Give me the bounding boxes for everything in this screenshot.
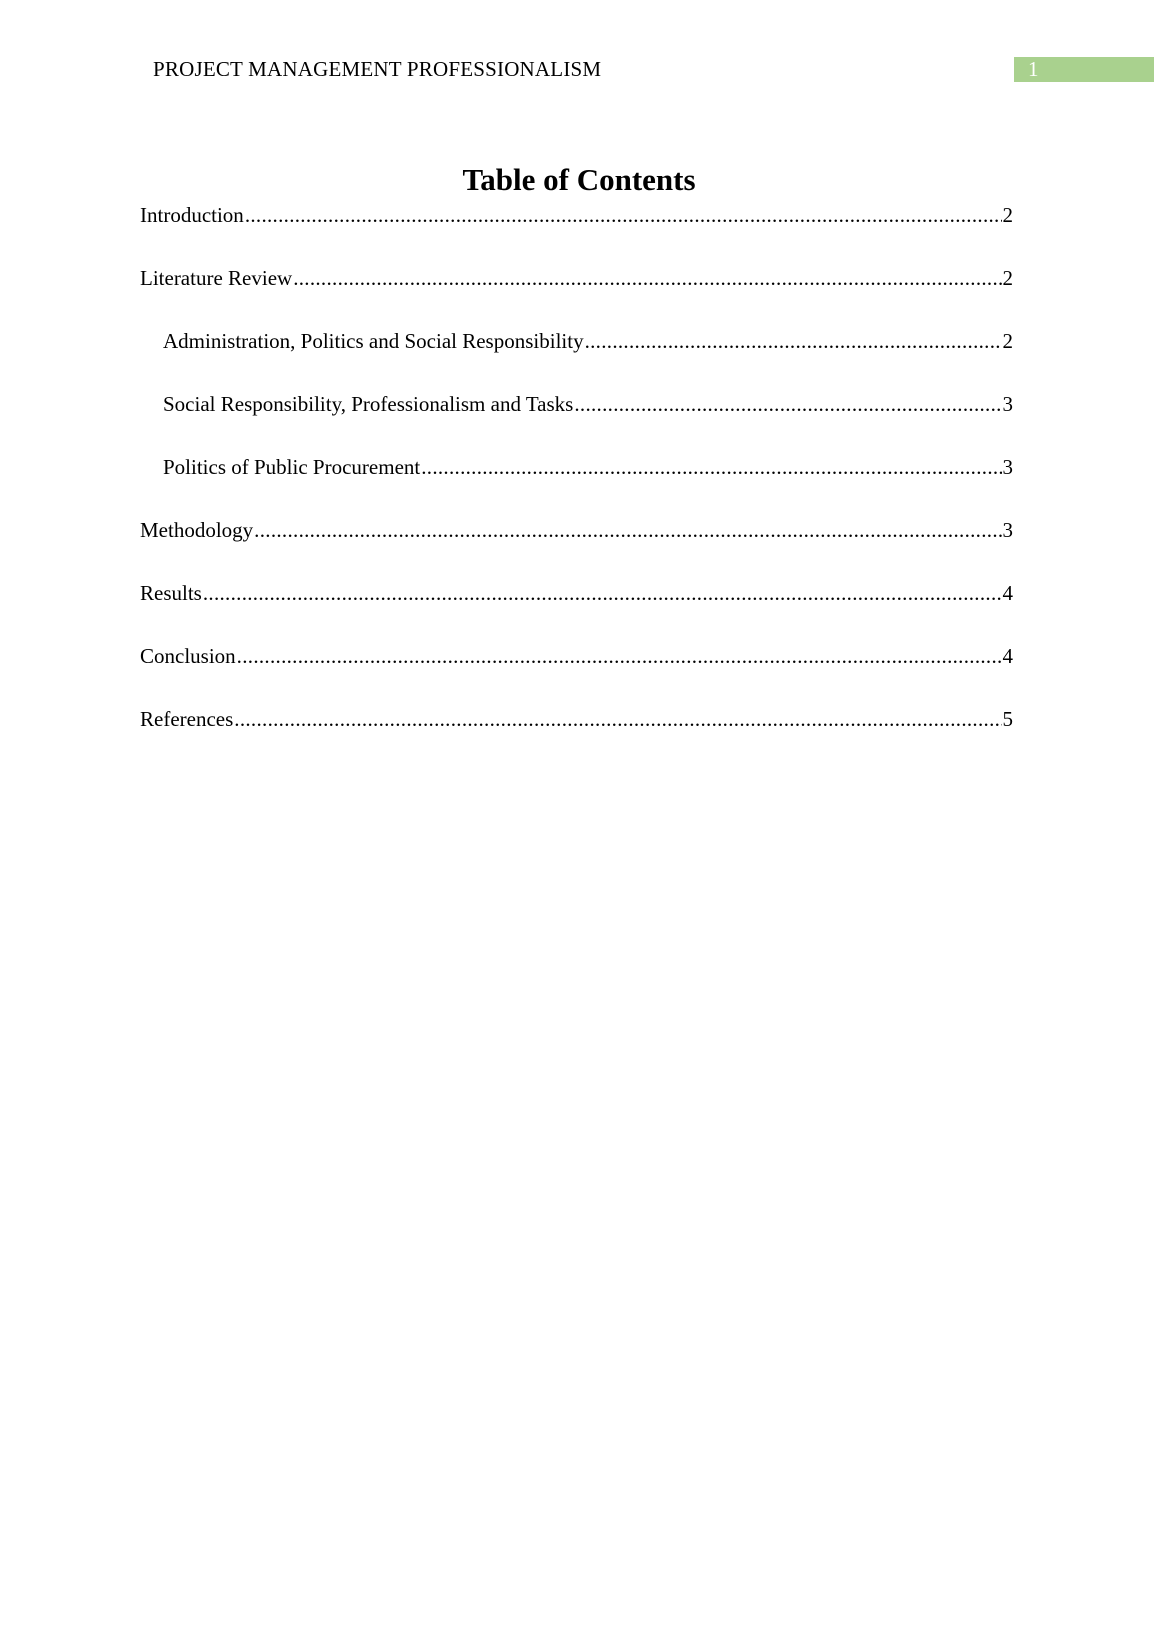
- dot-leader: [574, 389, 1001, 419]
- toc-title: Table of Contents: [462, 162, 696, 197]
- toc-entry-label: Introduction: [140, 203, 244, 227]
- toc-entry-page: 2: [1002, 266, 1013, 290]
- dot-leader: [293, 263, 1001, 293]
- toc-entry-administration-politics[interactable]: [140, 326, 1013, 389]
- dot-leader: [234, 704, 1001, 734]
- toc-entry-label: Literature Review: [140, 266, 293, 290]
- toc-entry-page: 3: [1002, 392, 1013, 416]
- toc-entry-label: Methodology: [140, 518, 254, 542]
- toc-entry-page: 3: [1002, 455, 1013, 479]
- table-of-contents: [140, 200, 1013, 767]
- toc-entry-label: Conclusion: [140, 644, 236, 668]
- toc-entry-label: Results: [140, 581, 202, 605]
- dot-leader: [237, 641, 1002, 671]
- dot-leader: [421, 452, 1001, 482]
- toc-entry-methodology[interactable]: [140, 515, 1013, 578]
- toc-entry-page: 4: [1002, 581, 1013, 605]
- running-head: PROJECT MANAGEMENT PROFESSIONALISM: [153, 57, 602, 81]
- toc-entry-page: 2: [1002, 203, 1013, 227]
- toc-entry-page: 3: [1002, 518, 1013, 542]
- toc-entry-public-procurement[interactable]: [140, 452, 1013, 515]
- dot-leader: [203, 578, 1002, 608]
- toc-entry-page: 5: [1002, 707, 1013, 731]
- toc-entry-label: Politics of Public Procurement: [163, 455, 421, 479]
- toc-entry-results[interactable]: [140, 578, 1013, 641]
- toc-entry-label: Social Responsibility, Professionalism and Tasks: [163, 392, 574, 416]
- page-number-badge: 1: [1014, 57, 1154, 82]
- toc-entry-social-responsibility[interactable]: [140, 389, 1013, 452]
- toc-entry-references[interactable]: [140, 704, 1013, 767]
- toc-entry-label: Administration, Politics and Social Responsibility: [163, 329, 584, 353]
- toc-entry-conclusion[interactable]: [140, 641, 1013, 704]
- toc-entry-page: 4: [1002, 644, 1013, 668]
- toc-entry-page: 2: [1002, 329, 1013, 353]
- toc-entry-introduction[interactable]: [140, 200, 1013, 263]
- toc-entry-literature-review[interactable]: [140, 263, 1013, 326]
- dot-leader: [254, 515, 1001, 545]
- dot-leader: [245, 200, 1002, 230]
- toc-entry-label: References: [140, 707, 234, 731]
- dot-leader: [585, 326, 1002, 356]
